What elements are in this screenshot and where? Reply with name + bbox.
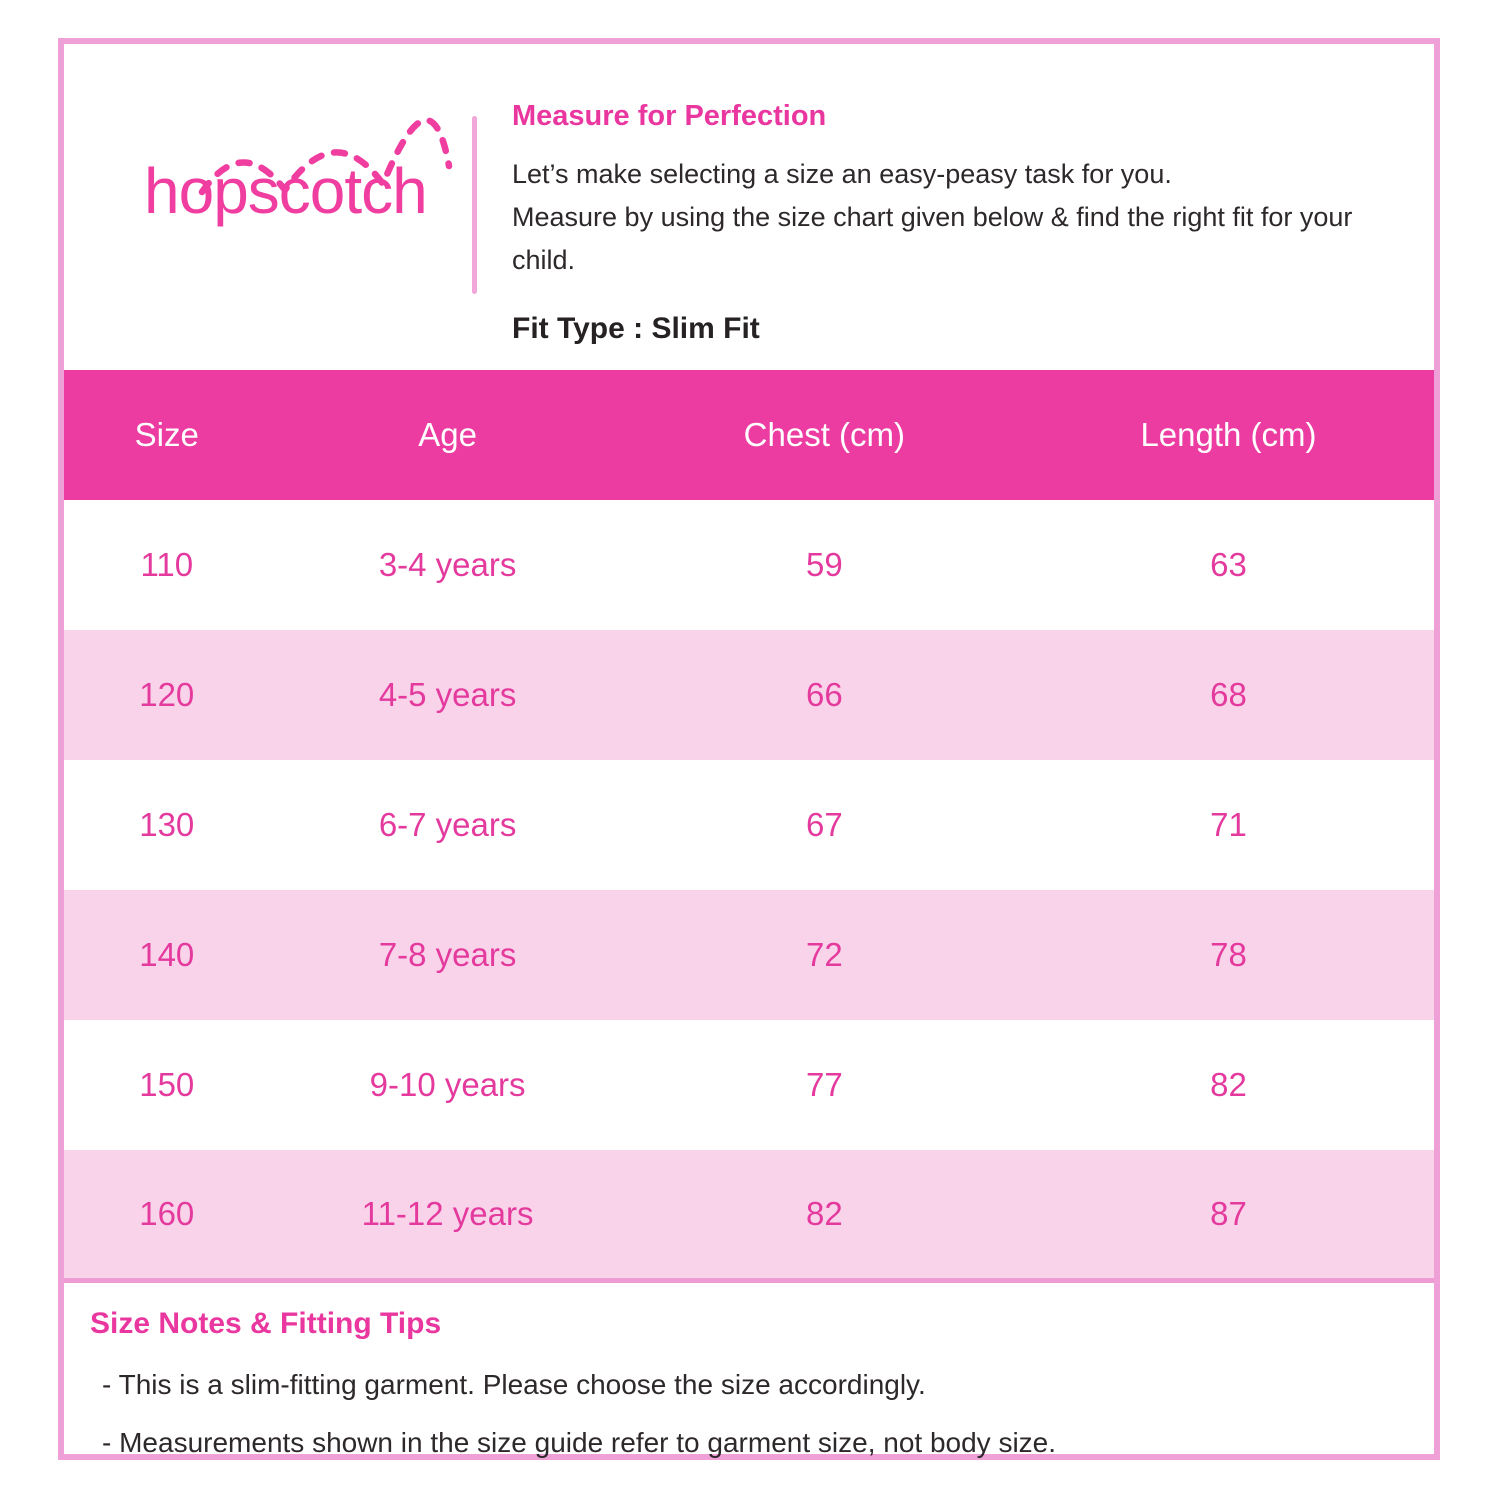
intro-description [512,153,1392,282]
cell-length: 82 [1210,1066,1247,1103]
cell-length: 63 [1210,546,1247,583]
fit-type-label: Fit Type : Slim Fit [512,312,760,345]
cell-length: 68 [1210,676,1247,713]
cell-length: 87 [1210,1194,1247,1232]
cell-chest: 82 [805,1194,843,1232]
cell-age: 4-5 years [378,676,517,713]
cell-age: 3-4 years [378,546,517,583]
header-cell-size: Size [64,370,270,500]
table-row [64,1020,1434,1150]
header-cell-age: Age [270,370,626,500]
cell-chest: 72 [805,936,843,973]
note-item: - This is a slim-fitting garment. Please choose the size accordingly. [102,1369,926,1400]
notes-section [64,1285,1434,1481]
cell-age: 7-8 years [378,936,517,973]
intro-heading: Measure for Perfection [512,100,827,132]
notes-heading: Size Notes & Fitting Tips [90,1307,442,1340]
cell-age: 6-7 years [378,806,517,843]
cell-chest: 59 [805,546,843,583]
intro-line2: Measure by using the size chart given below & find the right fit for your child. [512,202,1353,275]
vertical-divider [472,116,477,294]
table-row [64,890,1434,1020]
cell-size: 130 [139,806,195,843]
cell-size: 120 [139,676,195,713]
cell-chest: 66 [805,676,843,713]
cell-size: 160 [139,1194,195,1232]
cell-size: 140 [139,936,195,973]
table-header-row [64,370,1434,500]
table-row [64,1150,1434,1280]
header-cell-chest: Chest (cm) [626,370,1023,500]
intro-line1: Let’s make selecting a size an easy-peasy task for you. [512,159,1172,189]
cell-chest: 77 [805,1066,843,1103]
header-cell-length: Length (cm) [1023,370,1434,500]
size-chart-card [58,38,1440,1460]
cell-age: 11-12 years [361,1194,534,1232]
hopscotch-logo [144,102,474,342]
header-section [64,44,1434,370]
cell-size: 150 [139,1066,195,1103]
hopscotch-logo-text: hopscotch [144,155,427,227]
table-row [64,630,1434,760]
cell-age: 9-10 years [369,1066,526,1103]
table-row [64,500,1434,630]
size-chart-table [64,370,1434,1283]
cell-length: 71 [1210,806,1247,843]
cell-length: 78 [1210,936,1247,973]
note-item: - Measurements shown in the size guide refer to garment size, not body size. [102,1427,1057,1458]
cell-chest: 67 [805,806,843,843]
cell-size: 110 [140,546,194,583]
intro-section [512,100,1412,346]
table-row [64,760,1434,890]
